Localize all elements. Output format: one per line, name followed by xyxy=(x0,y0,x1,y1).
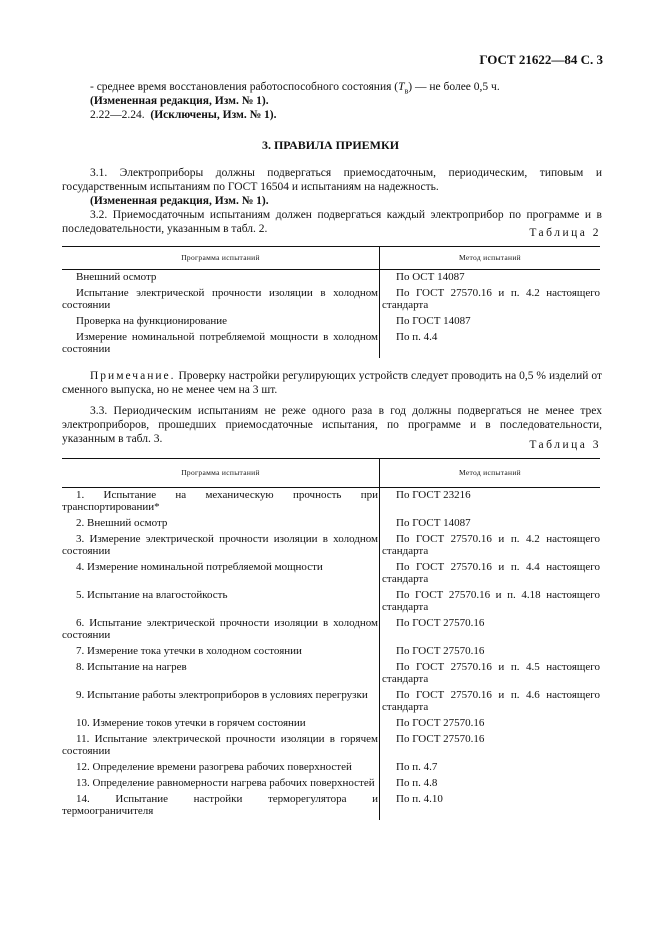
table-row xyxy=(62,560,600,588)
table-row xyxy=(62,270,600,287)
table-row xyxy=(62,616,600,644)
table-row xyxy=(62,776,600,792)
table2-caption: Таблица 2 xyxy=(529,227,601,239)
table3-program-cell: 13. Определение равномерности нагрева рабочих поверхностей xyxy=(76,777,375,789)
amendment-note-2: (Измененная редакция, Изм. № 1). xyxy=(90,195,269,207)
excluded-number: 2.22—2.24. xyxy=(90,109,145,121)
recovery-text-post: ) — не более 0,5 ч. xyxy=(408,81,500,93)
table2-col-method: Метод испытаний xyxy=(380,247,601,270)
recovery-var: T xyxy=(398,81,405,93)
table-row xyxy=(62,588,600,616)
table-row xyxy=(62,732,600,760)
table-row xyxy=(62,760,600,776)
table-row xyxy=(62,488,600,517)
table3-method-cell: По ГОСТ 27570.16 и п. 4.2 настоящего стандарта xyxy=(382,533,600,557)
table3-method-cell: По п. 4.10 xyxy=(396,793,443,805)
table-row xyxy=(62,286,600,314)
table-3 xyxy=(62,458,600,820)
table2-header-row xyxy=(62,247,600,270)
table-row xyxy=(62,532,600,560)
paragraph-3-1: 3.1. Электроприборы должны подвергаться приемосдаточным, периодическим, типовым и государственным испытаниям по ГОСТ 16504 и испытаниям на надежность. xyxy=(62,167,602,193)
section-title: 3. ПРАВИЛА ПРИЕМКИ xyxy=(261,138,400,152)
table3-col-method: Метод испытаний xyxy=(380,459,601,488)
table3-method-cell: По п. 4.8 xyxy=(396,777,438,789)
table3-method-cell: По ГОСТ 27570.16 xyxy=(396,617,485,629)
excluded-text: (Исключены, Изм. № 1). xyxy=(150,109,277,121)
table3-method-cell: По ГОСТ 27570.16 xyxy=(396,733,485,745)
table3-program-cell: 7. Измерение тока утечки в холодном состоянии xyxy=(76,645,302,657)
table3-program-cell: 10. Измерение токов утечки в горячем состоянии xyxy=(76,717,306,729)
table-row xyxy=(62,330,600,358)
page-header: ГОСТ 21622—84 С. 3 xyxy=(479,52,603,67)
table-2 xyxy=(62,246,600,358)
table2-program-cell: Внешний осмотр xyxy=(76,271,157,283)
table-row xyxy=(62,314,600,330)
table3-program-cell: 5. Испытание на влагостойкость xyxy=(76,589,228,601)
table3-method-cell: По п. 4.7 xyxy=(396,761,438,773)
table2-method-cell: По ОСТ 14087 xyxy=(396,271,465,283)
paragraph-3-3: 3.3. Периодическим испытаниям не реже одного раза в год должны подвергаться не менее трех электроприборов, прошедших приемосдаточные испытания, по программе и в последовательности, указанным в табл. 3. xyxy=(62,405,602,445)
table3-program-cell: 1. Испытание на механическую прочность при транспортировании* xyxy=(62,489,378,513)
table3-method-cell: По ГОСТ 27570.16 и п. 4.18 настоящего стандарта xyxy=(382,589,600,613)
table3-program-cell: 6. Испытание электрической прочности изоляции в холодном состоянии xyxy=(62,617,378,641)
table-row xyxy=(62,644,600,660)
excluded-line xyxy=(62,108,602,122)
table2-program-cell: Проверка на функционирование xyxy=(76,315,228,327)
table3-method-cell: По ГОСТ 14087 xyxy=(396,517,471,529)
amendment-note-1: (Измененная редакция, Изм. № 1). xyxy=(90,95,269,107)
table3-method-cell: По ГОСТ 27570.16 xyxy=(396,645,485,657)
table3-program-cell: 4. Измерение номинальной потребляемой мощности xyxy=(76,561,323,573)
table3-header-row xyxy=(62,459,600,488)
table-row xyxy=(62,716,600,732)
table3-program-cell: 8. Испытание на нагрев xyxy=(76,661,187,673)
table2-note xyxy=(62,369,602,397)
note-text: Проверку настройки регулирующих устройств следует проводить на 0,5 % изделий от сменного выпуска, но не менее чем на 3 шт. xyxy=(62,370,603,396)
table3-program-cell: 9. Испытание работы электроприборов в условиях перегрузки xyxy=(76,689,368,701)
table2-method-cell: По ГОСТ 14087 xyxy=(396,315,471,327)
table3-method-cell: По ГОСТ 27570.16 xyxy=(396,717,485,729)
table3-program-cell: 14. Испытание настройки терморегулятора и термоограничителя xyxy=(62,793,378,817)
paragraph-3-2: 3.2. Приемосдаточным испытаниям должен подвергаться каждый электроприбор по программе и в последовательности, указанным в табл. 2. xyxy=(62,209,602,235)
table3-program-cell: 2. Внешний осмотр xyxy=(76,517,168,529)
table2-col-program: Программа испытаний xyxy=(62,247,380,270)
table3-caption: Таблица 3 xyxy=(529,439,601,451)
table-row xyxy=(62,516,600,532)
table-row xyxy=(62,792,600,820)
recovery-text-pre: - среднее время восстановления работоспособного состояния ( xyxy=(90,81,399,93)
table2-method-cell: По ГОСТ 27570.16 и п. 4.2 настоящего стандарта xyxy=(382,287,600,311)
table3-col-program: Программа испытаний xyxy=(62,459,380,488)
table3-method-cell: По ГОСТ 27570.16 и п. 4.5 настоящего стандарта xyxy=(382,661,600,685)
table3-program-cell: 3. Измерение электрической прочности изоляции в холодном состоянии xyxy=(62,533,378,557)
table3-method-cell: По ГОСТ 27570.16 и п. 4.4 настоящего стандарта xyxy=(382,561,600,585)
table3-method-cell: По ГОСТ 27570.16 и п. 4.6 настоящего стандарта xyxy=(382,689,600,713)
table2-program-cell: Испытание электрической прочности изоляции в холодном состоянии xyxy=(62,287,378,311)
table2-method-cell: По п. 4.4 xyxy=(396,331,438,343)
table-row xyxy=(62,660,600,688)
table-row xyxy=(62,688,600,716)
table2-program-cell: Измерение номинальной потребляемой мощности в холодном состоянии xyxy=(62,331,378,355)
recovery-sub: в xyxy=(404,86,409,96)
note-label: Примечание. xyxy=(90,370,176,382)
table3-program-cell: 12. Определение времени разогрева рабочих поверхностей xyxy=(76,761,352,773)
table3-method-cell: По ГОСТ 23216 xyxy=(396,489,471,501)
table3-program-cell: 11. Испытание электрической прочности изоляции в горячем состоянии xyxy=(62,733,378,757)
